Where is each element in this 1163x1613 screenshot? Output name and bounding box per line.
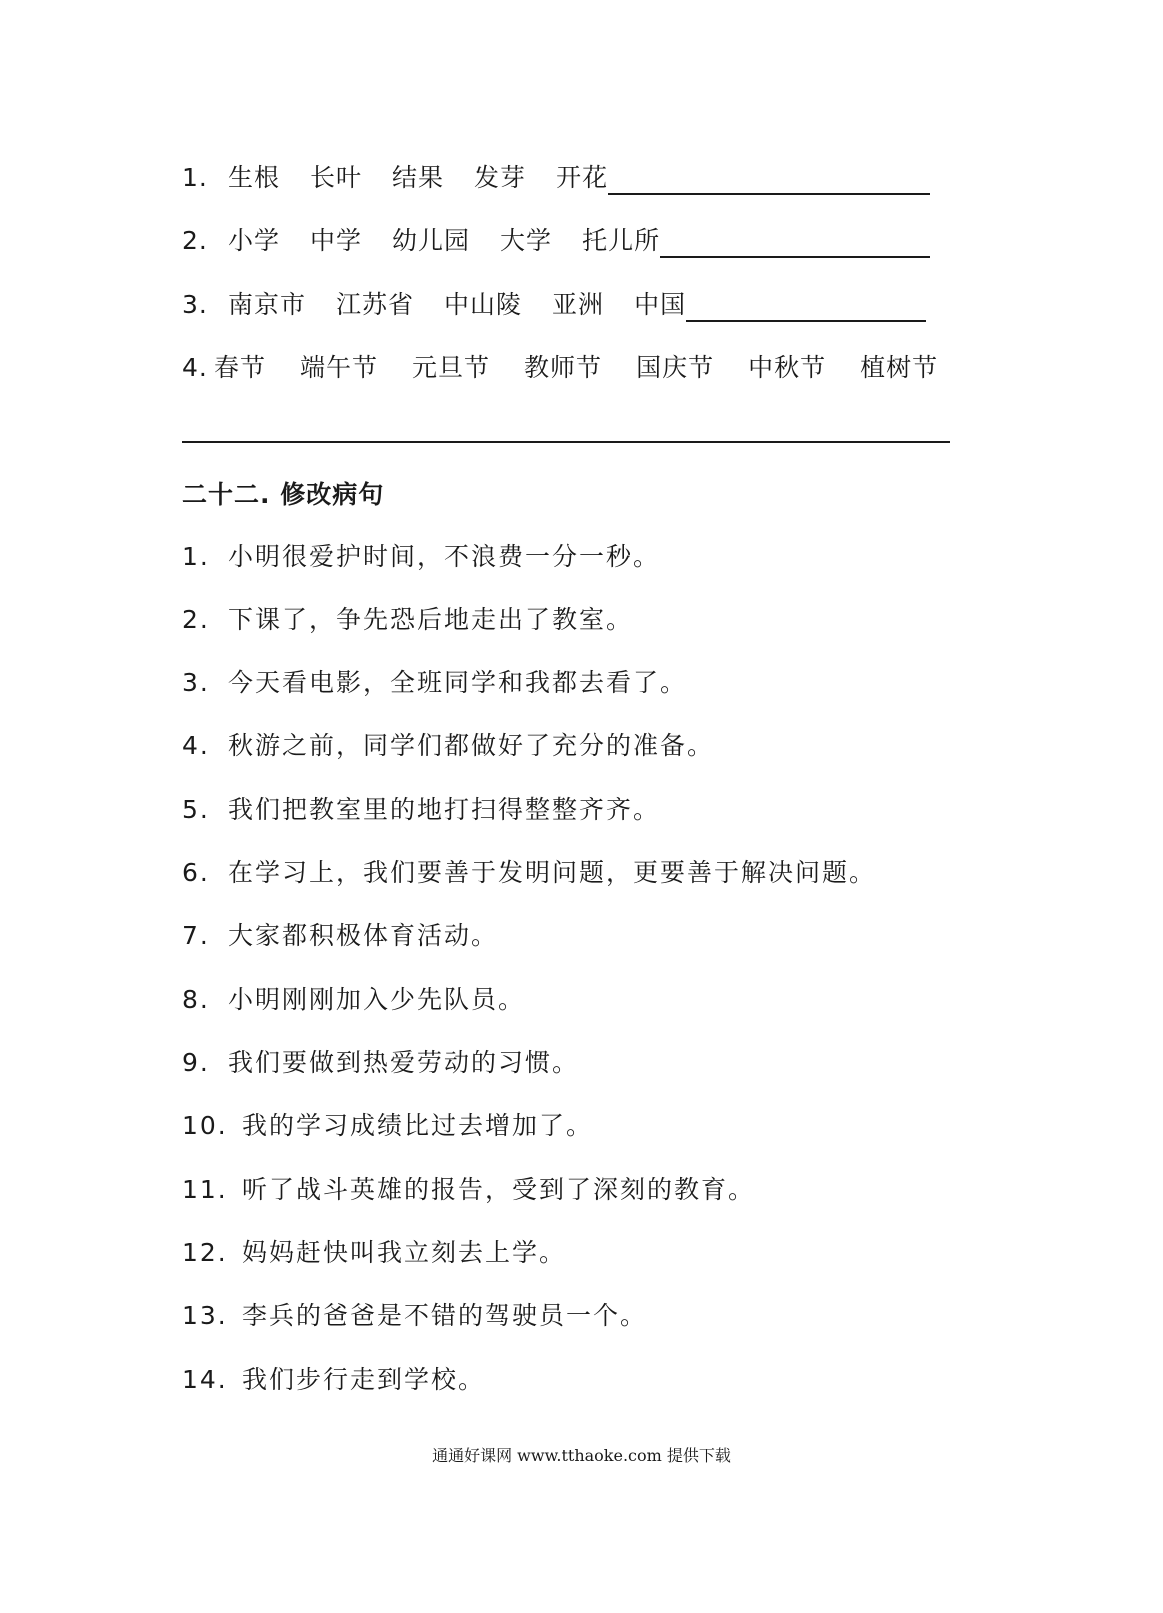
sentence-text: 我们要做到热爱劳动的习惯。 [228,1048,580,1077]
sentence-number: 13. [182,1301,228,1330]
word: 南京市 [228,290,307,319]
group-line-3 [182,288,926,322]
word: 幼儿园 [392,226,471,255]
sentence-text: 大家都积极体育活动。 [228,921,499,950]
word: 亚洲 [552,290,605,319]
line-number: 2. [182,226,208,255]
word: 端午节 [300,353,379,382]
word: 生根 [228,163,281,192]
word: 托儿所 [582,226,661,255]
sentence-item [182,1046,579,1080]
line-number: 3. [182,290,208,319]
sentence-item [182,666,687,700]
word: 小学 [228,226,281,255]
sentence-number: 2. [182,605,210,634]
sentence-text: 今天看电影，全班同学和我都去看了。 [228,668,688,697]
line-number: 1. [182,163,208,192]
word: 江苏省 [336,290,415,319]
sentence-text: 李兵的爸爸是不错的驾驶员一个。 [242,1301,648,1330]
word: 元旦节 [412,353,491,382]
word: 中秋节 [748,353,827,382]
sentence-text: 下课了，争先恐后地走出了教室。 [228,605,634,634]
sentence-item [182,603,633,637]
word: 国庆节 [636,353,715,382]
sentence-item [182,793,660,827]
word: 长叶 [310,163,363,192]
word: 植树节 [860,353,939,382]
sentence-item [182,856,876,890]
word: 中国 [634,290,687,319]
word: 开花 [556,163,609,192]
sentence-item [182,1173,755,1207]
sentence-text: 秋游之前，同学们都做好了充分的准备。 [228,731,715,760]
sentence-number: 6. [182,858,210,887]
sentence-text: 小明很爱护时间，不浪费一分一秒。 [228,542,661,571]
word: 结果 [392,163,445,192]
answer-blank[interactable] [660,226,930,258]
section-title: 二十二. 修改病句 [182,480,385,509]
sentence-item [182,1109,593,1143]
page-footer: 通通好课网 www.tthaoke.com 提供下载 [432,1446,731,1465]
answer-blank[interactable] [686,290,926,322]
sentence-number: 11. [182,1175,228,1204]
sentence-text: 我们把教室里的地打扫得整整齐齐。 [228,795,661,824]
sentence-number: 5. [182,795,210,824]
sentence-number: 10. [182,1111,228,1140]
group-line-4 [182,351,938,385]
sentence-number: 1. [182,542,210,571]
sentence-text: 妈妈赶快叫我立刻去上学。 [242,1238,567,1267]
sentence-text: 听了战斗英雄的报告，受到了深刻的教育。 [242,1175,756,1204]
word: 教师节 [524,353,603,382]
sentence-number: 12. [182,1238,228,1267]
sentence-item [182,540,660,574]
sentence-item [182,1299,647,1333]
sentence-text: 在学习上，我们要善于发明问题，更要善于解决问题。 [228,858,877,887]
sentence-text: 我的学习成绩比过去增加了。 [242,1111,594,1140]
sentence-item [182,729,714,763]
answer-blank[interactable] [608,163,930,195]
group-line-1 [182,161,930,195]
word: 中山陵 [444,290,523,319]
sentence-item [182,1363,485,1397]
sentence-number: 7. [182,921,210,950]
word: 春节 [214,353,267,382]
sentence-number: 4. [182,731,210,760]
sentence-text: 小明刚刚加入少先队员。 [228,985,526,1014]
line-number: 4. [182,353,208,382]
word: 大学 [500,226,553,255]
answer-blank-line-4[interactable] [182,441,950,443]
sentence-item [182,919,498,953]
sentence-item [182,1236,566,1270]
word: 中学 [310,226,363,255]
sentence-text: 我们步行走到学校。 [242,1365,486,1394]
sentence-number: 3. [182,668,210,697]
sentence-number: 9. [182,1048,210,1077]
sentence-item [182,983,525,1017]
sentence-number: 8. [182,985,210,1014]
sentence-number: 14. [182,1365,228,1394]
word: 发芽 [474,163,527,192]
group-line-2 [182,224,930,258]
